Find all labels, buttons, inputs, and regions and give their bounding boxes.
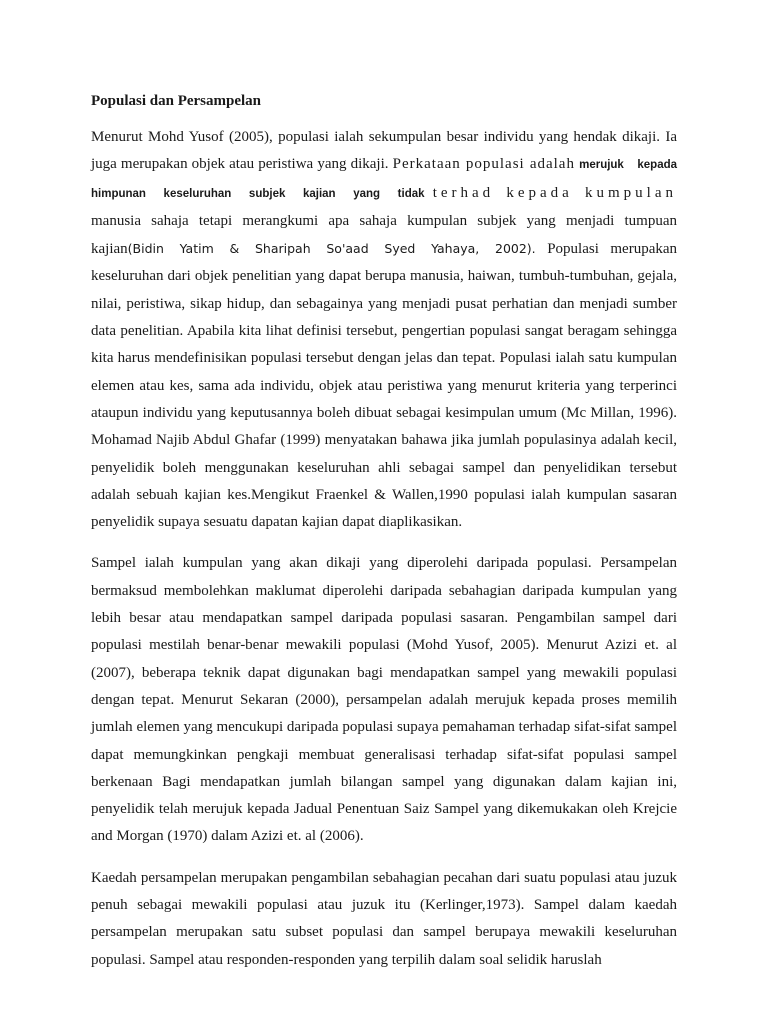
paragraph-text: Menurut Mohd Yusof (2005), populasi ialah sekumpulan besar individu yang hendak dikaji. Ia juga merupakan objek atau peristiwa yang dikaji. <box>91 129 677 173</box>
paragraph-populasi <box>91 124 677 536</box>
paragraph-text: merujuk kepada himpunan keseluruhan subjek kajian yang tidak <box>91 159 678 200</box>
paragraph-text: Perkataan populasi adalah <box>392 156 575 173</box>
paragraph-text: terhad kepada kumpulan <box>432 184 677 201</box>
citation-text: (Bidin Yatim & Sharipah So'aad Syed Yahaya, 2002). <box>127 241 536 257</box>
paragraph-text: manusia sahaja tetapi merangkumi apa sahaja kumpulan subjek yang menjadi tumpuan kajian <box>91 212 677 258</box>
paragraph-sampel: Sampel ialah kumpulan yang akan dikaji yang diperolehi daripada populasi. Persampelan bermaksud membolehkan maklumat diperolehi daripada sebahagian daripada kumpulan yang lebih besar atau mendapatkan sampel daripada populasi sasaran. Pengambilan sampel dari populasi mestilah benar-benar mewakili populasi (Mohd Yusof, 2005). Menurut Azizi et. al (2007), beberapa teknik dapat digunakan bagi mendapatkan sampel yang mewakili populasi dengan tepat. Menurut Sekaran (2000), persampelan adalah merujuk kepada proses memilih jumlah elemen yang mencukupi daripada populasi supaya pemahaman terhadap sifat-sifat sampel dapat memungkinkan pengkaji membuat generalisasi terhadap sifat-sifat populasi sampel berkenaan Bagi mendapatkan jumlah bilangan sampel yang digunakan dalam kajian ini, penyelidik telah merujuk kepada Jadual Penentuan Saiz Sampel yang dikemukakan oleh Krejcie and Morgan (1970) dalam Azizi et. al (2006). <box>91 555 677 845</box>
paragraph-kaedah: Kaedah persampelan merupakan pengambilan sebahagian pecahan dari suatu populasi atau juzuk penuh sebagai mewakili populasi atau juzuk itu (Kerlinger,1973). Sampel dalam kaedah persampelan merupakan satu subset populasi dan sampel berupaya mewakili keseluruhan populasi. Sampel atau responden-responden yang terpilih dalam soal selidik haruslah <box>91 869 677 968</box>
paragraph-text: Populasi merupakan keseluruhan dari objek penelitian yang dapat berupa manusia, haiwan, tumbuh-tumbuhan, gejala, nilai, peristiwa, sikap hidup, dan sebagainya yang menjadi pusat perhatian dan menjadi sumber data penelitian. Apabila kita lihat definisi tersebut, pengertian populasi sangat beragam sehingga kita harus mendefinisikan populasi tersebut dengan jelas dan tepat. Populasi ialah satu kumpulan elemen atau kes, sama ada individu, objek atau peristiwa yang menurut kriteria yang terperinci ataupun individu yang keputusannya boleh dibuat sebagai kesimpulan umum (Mc Millan, 1996). Mohamad Najib Abdul Ghafar (1999) menyatakan bahawa jika jumlah populasinya adalah kecil, penyelidik boleh menggunakan keseluruhan ahli sebagai sampel dan penyelidikan tersebut adalah sebuah kajian kes.Mengikut Fraenkel & Wallen,1990 populasi ialah kumpulan sasaran penyelidik supaya sesuatu dapatan kajian dapat diaplikasikan. <box>91 241 678 531</box>
page-title: Populasi dan Persampelan <box>91 93 262 109</box>
